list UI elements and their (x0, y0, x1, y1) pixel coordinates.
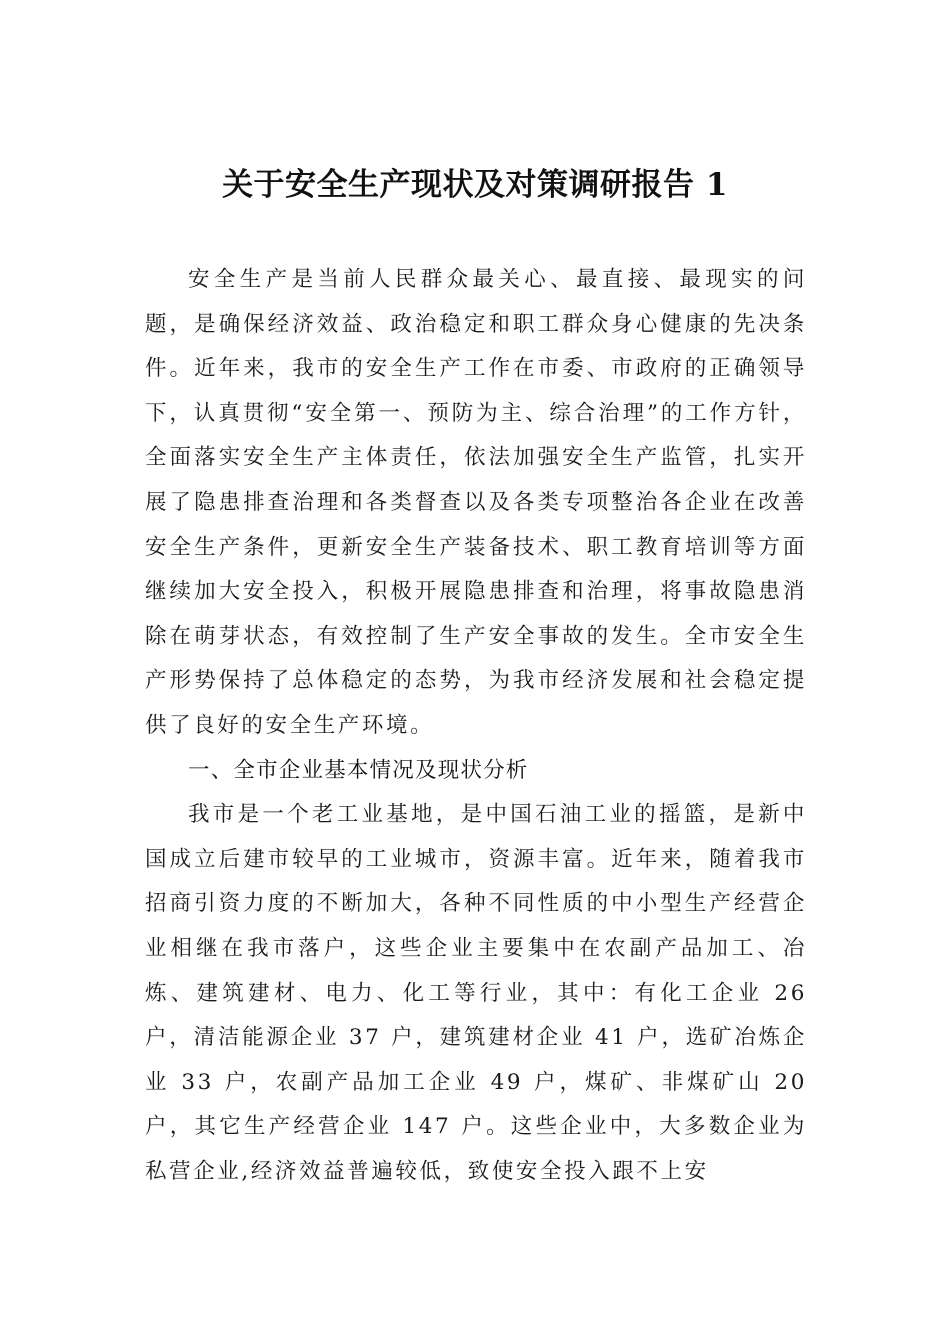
page-title: 关于安全生产现状及对策调研报告 1 (222, 167, 728, 203)
section-heading: 一、全市企业基本情况及现状分析 (188, 757, 529, 783)
section-paragraph: 我市是一个老工业基地，是中国石油工业的摇篮，是新中国成立后建市较早的工业城市，资源丰富。近年来，随着我市招商引资力度的不断加大，各种不同性质的中小型生产经营企业相继在我市落户，这些企业主要集中在农副产品加工、冶炼、建筑建材、电力、化工等行业，其中：有化工企业 26 户，清洁能源企业 37 户，建筑建材企业 41 户，选矿冶炼企业 33 户，农副产品加工企业 49 户，煤矿、非煤矿山 20 户，其它生产经营企业 147 户。这些企业中，大多数企业为私营企业,经济效益普遍较低，致使安全投入跟不上安 (145, 802, 807, 1184)
intro-paragraph: 安全生产是当前人民群众最关心、最直接、最现实的问题，是确保经济效益、政治稳定和职工群众身心健康的先决条件。近年来，我市的安全生产工作在市委、市政府的正确领导下，认真贯彻“安全第一、预防为主、综合治理”的工作方针，全面落实安全生产主体责任，依法加强安全生产监管，扎实开展了隐患排查治理和各类督查以及各类专项整治各企业在改善安全生产条件，更新安全生产装备技术、职工教育培训等方面继续加大安全投入，积极开展隐患排查和治理，将事故隐患消除在萌芽状态，有效控制了生产安全事故的发生。全市安全生产形势保持了总体稳定的态势，为我市经济发展和社会稳定提供了良好的安全生产环境。 (145, 267, 807, 738)
document-body (145, 258, 807, 1194)
